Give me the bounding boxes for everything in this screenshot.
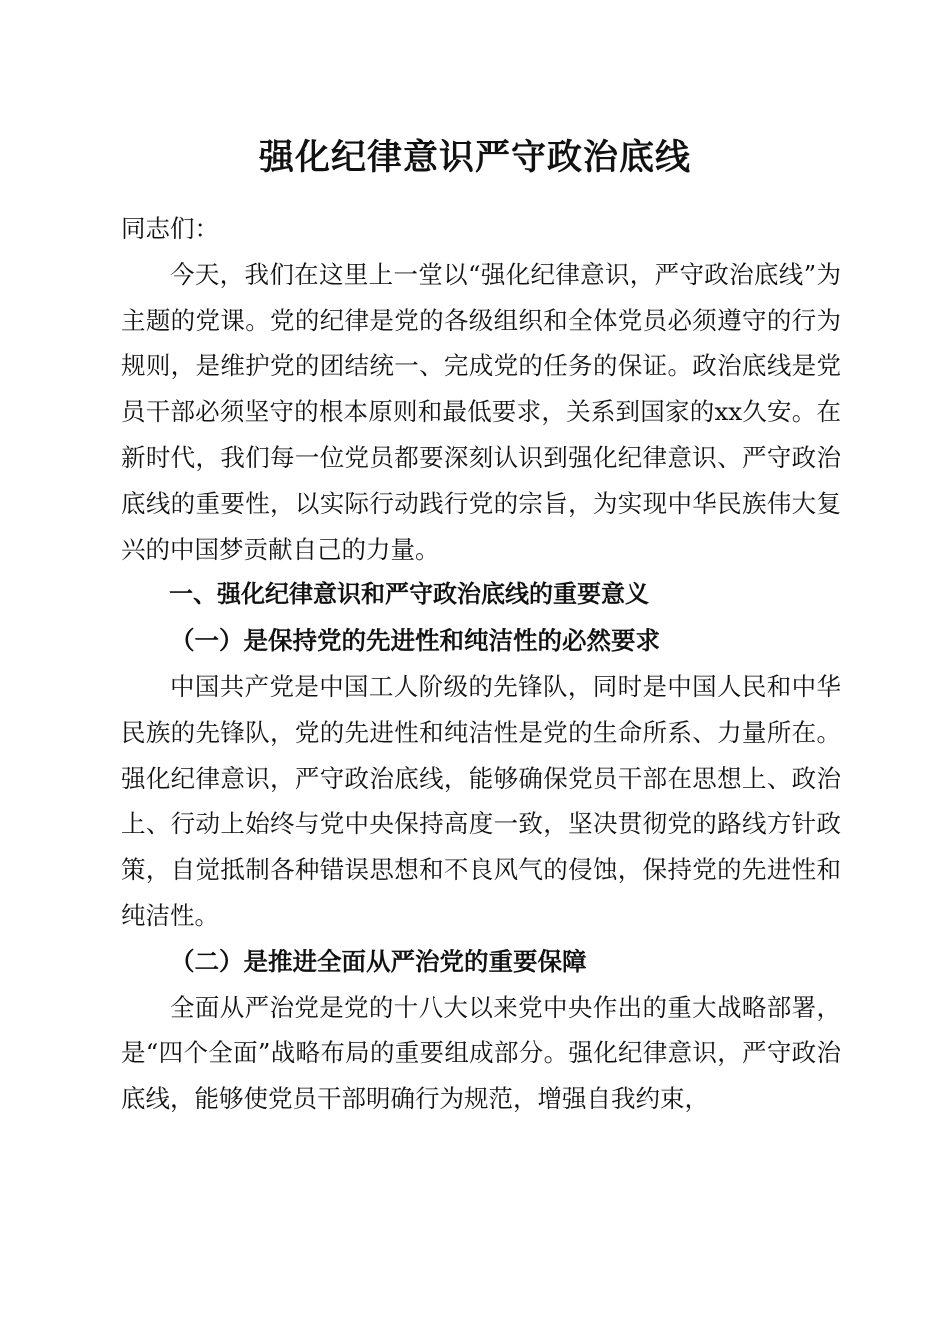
document-title: 强化纪律意识严守政治底线 (258, 137, 691, 178)
subsection-heading-2: （二）是推进全面从严治党的重要保障 (170, 946, 587, 976)
document-body (121, 206, 841, 1122)
salutation: 同志们： (121, 214, 219, 243)
subsection-2-paragraph: 全面从严治党是党的十八大以来党中央作出的重大战略部署，是“四个全面”战略布局的重要组成部分。强化纪律意识，严守政治底线，能够使党员干部明确行为规范，增强自我约束， (121, 992, 841, 1114)
intro-paragraph: 今天，我们在这里上一堂以“强化纪律意识，严守政治底线”为主题的党课。党的纪律是党的各级组织和全体党员必须遵守的行为规则，是维护党的团结统一、完成党的任务的保证。政治底线是党员干部必须坚守的根本原则和最低要求，关系到国家的xx久安。在新时代，我们每一位党员都要深刻认识到强化纪律意识、严守政治底线的重要性，以实际行动践行党的宗旨，为实现中华民族伟大复兴的中国梦贡献自己的力量。 (121, 259, 841, 564)
section-heading-1: 一、强化纪律意识和严守政治底线的重要意义 (169, 580, 649, 609)
subsection-1-paragraph: 中国共产党是中国工人阶级的先锋队，同时是中国人民和中华民族的先锋队，党的先进性和纯洁性是党的生命所系、力量所在。强化纪律意识，严守政治底线，能够确保党员干部在思想上、政治上、行动上始终与党中央保持高度一致，坚决贯彻党的路线方针政策，自觉抵制各种错误思想和不良风气的侵蚀，保持党的先进性和纯洁性。 (121, 671, 841, 930)
subsection-heading-1: （一）是保持党的先进性和纯洁性的必然要求 (170, 626, 660, 656)
